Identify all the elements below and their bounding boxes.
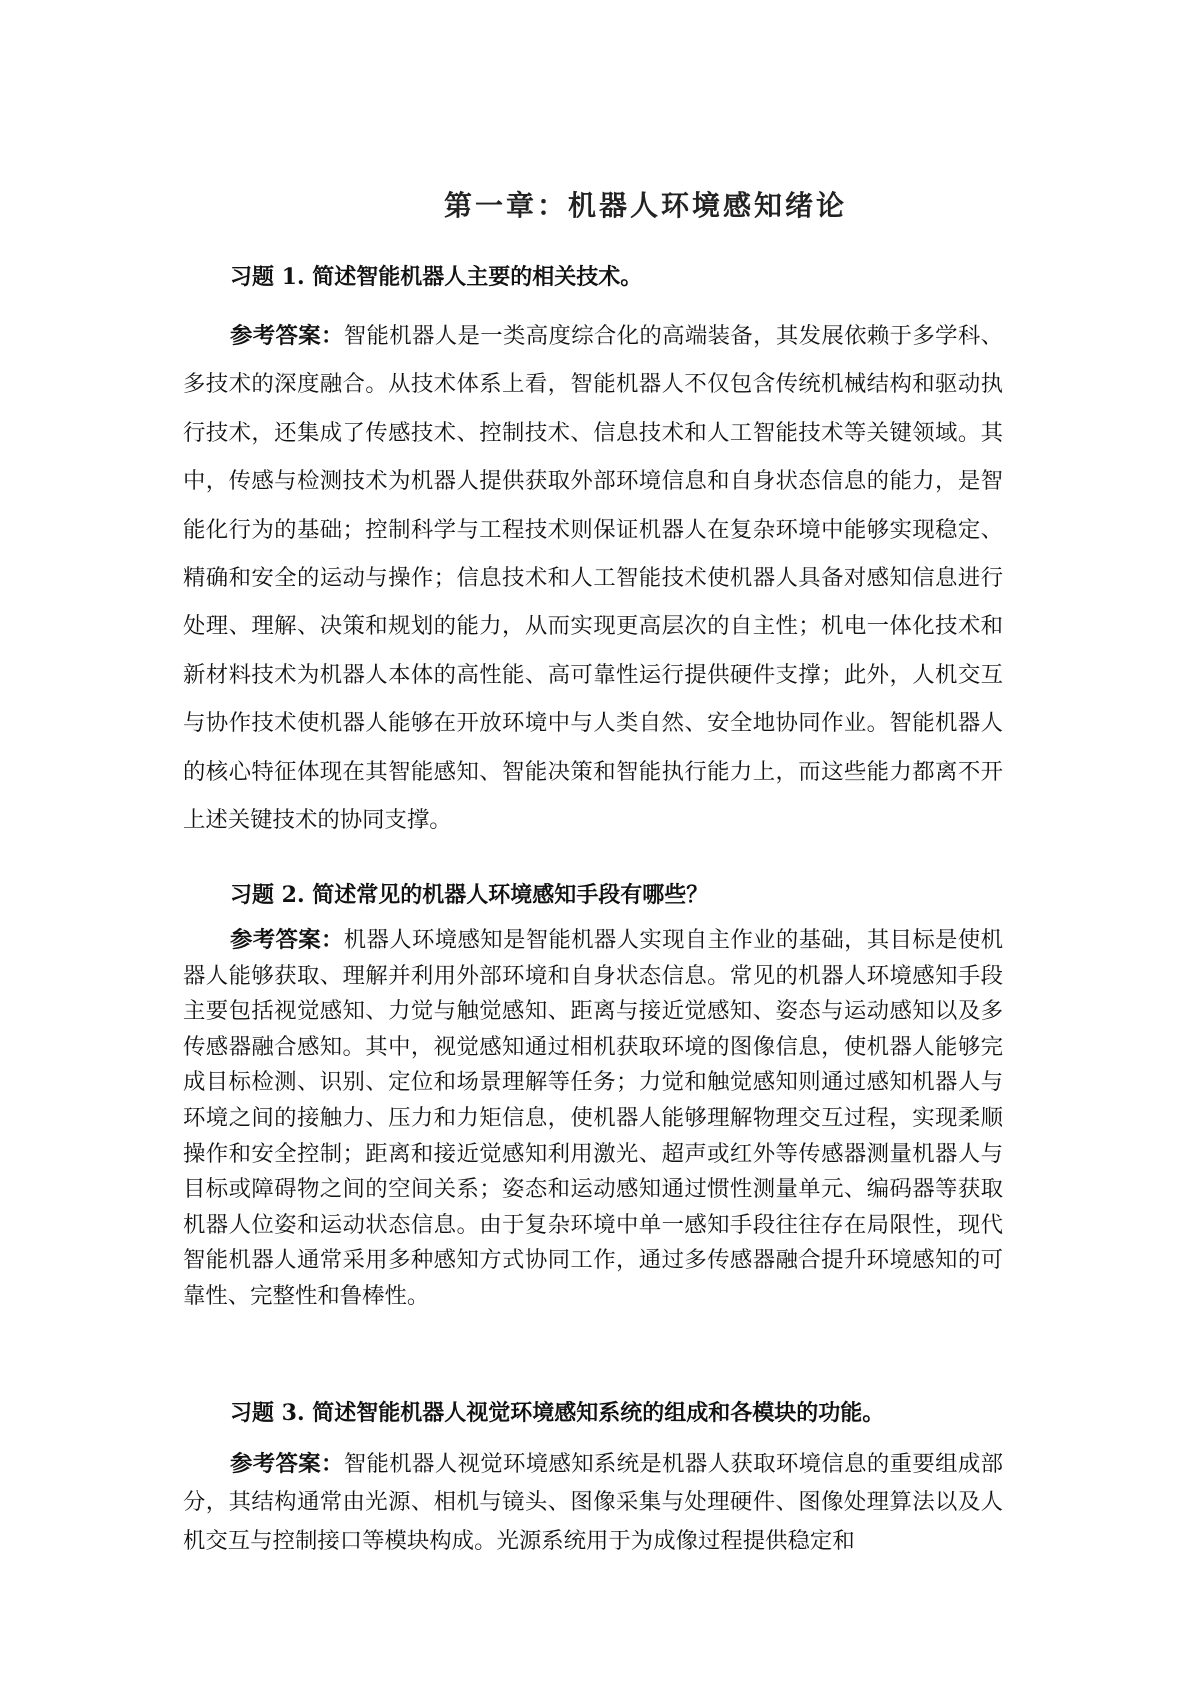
answer-text: 智能机器人是一类高度综合化的高端装备，其发展依赖于多学科、多技术的深度融合。从技术体系上看，智能机器人不仅包含传统机械结构和驱动执行技术，还集成了传感技术、控制技术、信息技术和人工智能技术等关键领域。其中，传感与检测技术为机器人提供获取外部环境信息和自身状态信息的能力，是智能化行为的基础；控制科学与工程技术则保证机器人在复杂环境中能够实现稳定、精确和安全的运动与操作；信息技术和人工智能技术使机器人具备对感知信息进行处理、理解、决策和规划的能力，从而实现更高层次的自主性；机电一体化技术和新材料技术为机器人本体的高性能、高可靠性运行提供硬件支撑；此外，人机交互与协作技术使机器人能够在开放环境中与人类自然、安全地协同作业。智能机器人的核心特征体现在其智能感知、智能决策和智能执行能力上，而这些能力都离不开上述关键技术的协同支撑。	[183, 323, 1004, 834]
answer-text: 机器人环境感知是智能机器人实现自主作业的基础，其目标是使机器人能够获取、理解并利用外部环境和自身状态信息。常见的机器人环境感知手段主要包括视觉感知、力觉与触觉感知、距离与接近觉感知、姿态与运动感知以及多传感器融合感知。其中，视觉感知通过相机获取环境的图像信息，使机器人能够完成目标检测、识别、定位和场景理解等任务；力觉和触觉感知则通过感知机器人与环境之间的接触力、压力和力矩信息，使机器人能够理解物理交互过程，实现柔顺操作和安全控制；距离和接近觉感知利用激光、超声或红外等传感器测量机器人与目标或障碍物之间的空间关系；姿态和运动感知通过惯性测量单元、编码器等获取机器人位姿和运动状态信息。由于复杂环境中单一感知手段往往存在局限性，现代智能机器人通常采用多种感知方式协同工作，通过多传感器融合提升环境感知的可靠性、完整性和鲁棒性。	[183, 927, 1004, 1309]
answer-text: 智能机器人视觉环境感知系统是机器人获取环境信息的重要组成部分，其结构通常由光源、相机与镜头、图像采集与处理硬件、图像处理算法以及人机交互与控制接口等模块构成。光源系统用于为成像过程提供稳定和	[183, 1451, 1004, 1554]
exercise-3-answer	[183, 1445, 1003, 1560]
exercise-2	[183, 880, 1003, 1315]
exercise-2-answer	[183, 923, 1003, 1315]
answer-label: 参考答案：	[230, 323, 344, 349]
exercise-2-title: 习题 2. 简述常见的机器人环境感知手段有哪些？	[230, 882, 709, 908]
answer-label: 参考答案：	[230, 1451, 344, 1477]
exercise-1-answer	[183, 312, 1003, 844]
chapter-title: 第一章：机器人环境感知绪论	[443, 189, 847, 222]
exercise-1-title: 习题 1. 简述智能机器人主要的相关技术。	[230, 264, 643, 290]
exercise-3	[183, 1398, 1003, 1560]
exercise-1	[183, 262, 1003, 844]
answer-label: 参考答案：	[230, 927, 344, 953]
exercise-3-title: 习题 3. 简述智能机器人视觉环境感知系统的组成和各模块的功能。	[230, 1400, 885, 1426]
